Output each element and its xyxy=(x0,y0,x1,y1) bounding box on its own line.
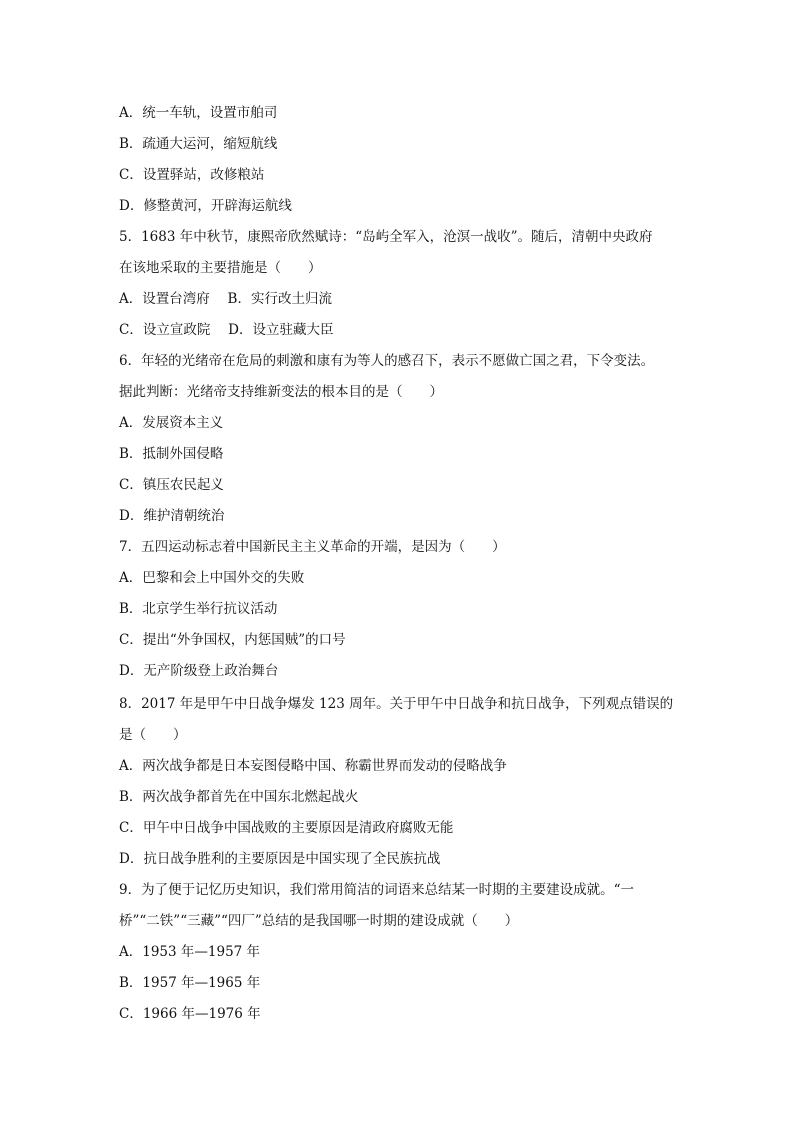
q5-stem-line-1: 5．1683 年中秋节，康熙帝欣然赋诗：“岛屿全军入，沧溟一战收”。随后，清朝中央政府 xyxy=(119,229,653,245)
q8-option-d: D．抗日战争胜利的主要原因是中国实现了全民族抗战 xyxy=(119,851,441,867)
q9-stem-line-2: 桥”“二铁”“三藏”“四厂”总结的是我国哪一时期的建设成就（ ） xyxy=(119,913,519,929)
q4-option-d: D．修整黄河，开辟海运航线 xyxy=(119,198,292,214)
q8-stem-line-2: 是（ ） xyxy=(119,727,187,743)
q6-stem-line-2: 据此判断：光绪帝支持维新变法的根本目的是（ ） xyxy=(119,384,443,400)
q7-option-d: D．无产阶级登上政治舞台 xyxy=(119,663,279,679)
q7-option-c: C．提出“外争国权，内惩国贼”的口号 xyxy=(119,632,346,648)
q8-option-a: A．两次战争都是日本妄图侵略中国、称霸世界而发动的侵略战争 xyxy=(119,758,507,774)
q6-option-a: A．发展资本主义 xyxy=(119,415,224,431)
q9-option-a: A．1953 年—1957 年 xyxy=(119,944,261,960)
q7-option-b: B．北京学生举行抗议活动 xyxy=(119,601,278,617)
q9-stem-line-1: 9．为了便于记忆历史知识，我们常用简洁的词语来总结某一时期的主要建设成就。“一 xyxy=(119,882,634,898)
q5-options-ab: A．设置台湾府 B．实行改土归流 xyxy=(119,291,332,307)
q8-stem-line-1: 8．2017 年是甲午中日战争爆发 123 周年。关于甲午中日战争和抗日战争，下列观点错误的 xyxy=(119,696,674,712)
q5-stem-line-2: 在该地采取的主要措施是（ ） xyxy=(119,260,322,276)
q4-option-c: C．设置驿站，改修粮站 xyxy=(119,167,265,183)
q4-option-b: B．疏通大运河，缩短航线 xyxy=(119,136,278,152)
q6-option-d: D．维护清朝统治 xyxy=(119,508,225,524)
q6-option-c: C．镇压农民起义 xyxy=(119,477,224,493)
q6-option-b: B．抵制外国侵略 xyxy=(119,446,224,462)
q4-option-a: A．统一车轨，设置市舶司 xyxy=(119,105,278,121)
q6-stem-line-1: 6．年轻的光绪帝在危局的刺激和康有为等人的感召下，表示不愿做亡国之君，下令变法。 xyxy=(119,353,655,369)
q7-option-a: A．巴黎和会上中国外交的失败 xyxy=(119,570,305,586)
q7-stem: 7．五四运动标志着中国新民主主义革命的开端，是因为（ ） xyxy=(119,539,506,555)
q9-option-c: C．1966 年—1976 年 xyxy=(119,1006,261,1022)
q5-options-cd: C．设立宣政院 D．设立驻藏大臣 xyxy=(119,322,334,338)
q9-option-b: B．1957 年—1965 年 xyxy=(119,975,261,991)
q8-option-b: B．两次战争都首先在中国东北燃起战火 xyxy=(119,789,359,805)
q8-option-c: C．甲午中日战争中国战败的主要原因是清政府腐败无能 xyxy=(119,820,454,836)
